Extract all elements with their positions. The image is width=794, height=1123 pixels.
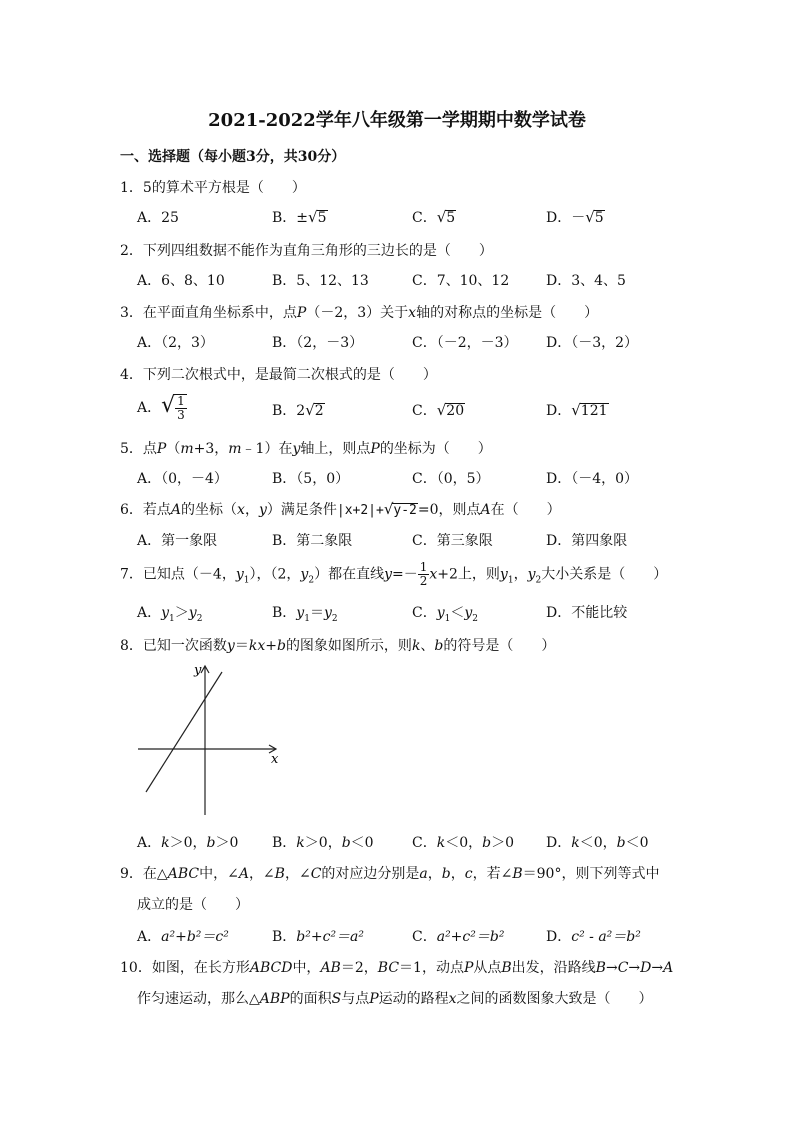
question-10: 10．如图，在长方形ABCD中，AB＝2，BC＝1，动点P从点B出发，沿路线B→C→D→A bbox=[120, 960, 674, 976]
option-b: B．±√5 bbox=[272, 208, 327, 226]
option-a: A．第一象限 bbox=[137, 533, 218, 549]
option-b: B．第二象限 bbox=[272, 533, 353, 549]
question-9-continued: 成立的是（ ） bbox=[137, 897, 249, 913]
question-6: 6．若点A的坐标（x，y）满足条件|x+2|+√y-2=0，则点A在（ ） bbox=[120, 500, 561, 518]
option-a: A．k＞0，b＞0 bbox=[137, 835, 239, 851]
question-9: 9．在△ABC中，∠A，∠B，∠C的对应边分别是a，b，c，若∠B＝90°，则下列等式中 bbox=[120, 866, 660, 882]
question-8: 8．已知一次函数y＝kx+b的图象如图所示，则k、b的符号是（ ） bbox=[120, 638, 556, 654]
option-d: D．不能比较 bbox=[546, 605, 628, 621]
option-c: C．7、10、12 bbox=[412, 273, 510, 289]
option-b: B．$y_1=y_2$ bbox=[272, 605, 338, 624]
option-c: C．$y_1<y_2$ bbox=[412, 605, 479, 624]
option-a: A．（0，－4） bbox=[137, 471, 228, 487]
question-3: 3．在平面直角坐标系中，点P（－2，3）关于x轴的对称点的坐标是（ ） bbox=[120, 305, 599, 321]
question-7: 7．已知点（－4，$y_1$），（2，$y_2$）都在直线y=－ $\frac{1}{2}$ x+2上，则$y_1$，$y_2$大小关系是（ ） bbox=[120, 560, 668, 588]
q-stem: 5的算术平方根是（ ） bbox=[142, 180, 306, 196]
option-a: A．25 bbox=[137, 210, 179, 226]
option-b: B．b²+c²＝a² bbox=[272, 929, 365, 945]
option-b: B．2√2 bbox=[272, 401, 324, 419]
question-1 bbox=[120, 177, 306, 197]
option-a: A．$y_1>y_2$ bbox=[137, 605, 203, 624]
option-a: A．（2，3） bbox=[137, 335, 214, 351]
option-a: A．6、8、10 bbox=[137, 273, 225, 289]
option-d: D．c² - a²＝b² bbox=[546, 929, 641, 945]
option-c: C．a²+c²＝b² bbox=[412, 929, 505, 945]
option-c: C．√20 bbox=[412, 401, 465, 419]
option-b: B．k＞0，b＜0 bbox=[272, 835, 374, 851]
option-d: D．k＜0，b＜0 bbox=[546, 835, 649, 851]
question-2: 2．下列四组数据不能作为直角三角形的三边长的是（ ） bbox=[120, 243, 493, 259]
option-d: D．－√5 bbox=[546, 208, 604, 226]
option-d: D．√121 bbox=[546, 401, 608, 419]
exam-title: 2021-2022学年八年级第一学期期中数学试卷 bbox=[208, 110, 586, 131]
option-d: D．（－3，2） bbox=[546, 335, 639, 351]
option-c: C．√5 bbox=[412, 208, 456, 226]
option-d: D．（－4，0） bbox=[546, 471, 639, 487]
option-d: D．3、4、5 bbox=[546, 273, 626, 289]
option-c: C．第三象限 bbox=[412, 533, 493, 549]
question-5: 5．点P（m+3，m﹣1）在y轴上，则点P的坐标为（ ） bbox=[120, 441, 492, 457]
option-c: C．k＜0，b＞0 bbox=[412, 835, 515, 851]
question-4: 4．下列二次根式中，是最简二次根式的是（ ） bbox=[120, 367, 437, 383]
function-line bbox=[146, 672, 222, 792]
q-number: 1． bbox=[120, 180, 143, 196]
option-c: C．（0，5） bbox=[412, 471, 490, 487]
section-heading: 一、选择题（每小题3分，共30分） bbox=[120, 149, 346, 165]
option-a: A．√ $\frac{1}{3}$ bbox=[137, 393, 185, 422]
x-axis-label: x bbox=[271, 752, 279, 767]
option-d: D．第四象限 bbox=[546, 533, 628, 549]
option-b: B．（2，－3） bbox=[272, 335, 364, 351]
y-axis-label: y bbox=[194, 663, 202, 678]
option-a: A．a²+b²＝c² bbox=[137, 929, 229, 945]
option-b: B．5、12、13 bbox=[272, 273, 369, 289]
option-c: C．（－2，－3） bbox=[412, 335, 518, 351]
option-b: B．（5，0） bbox=[272, 471, 350, 487]
linear-function-graph bbox=[130, 660, 290, 820]
question-10-continued: 作匀速运动，那么△ABP的面积S与点P运动的路程x之间的函数图象大致是（ ） bbox=[137, 991, 653, 1007]
